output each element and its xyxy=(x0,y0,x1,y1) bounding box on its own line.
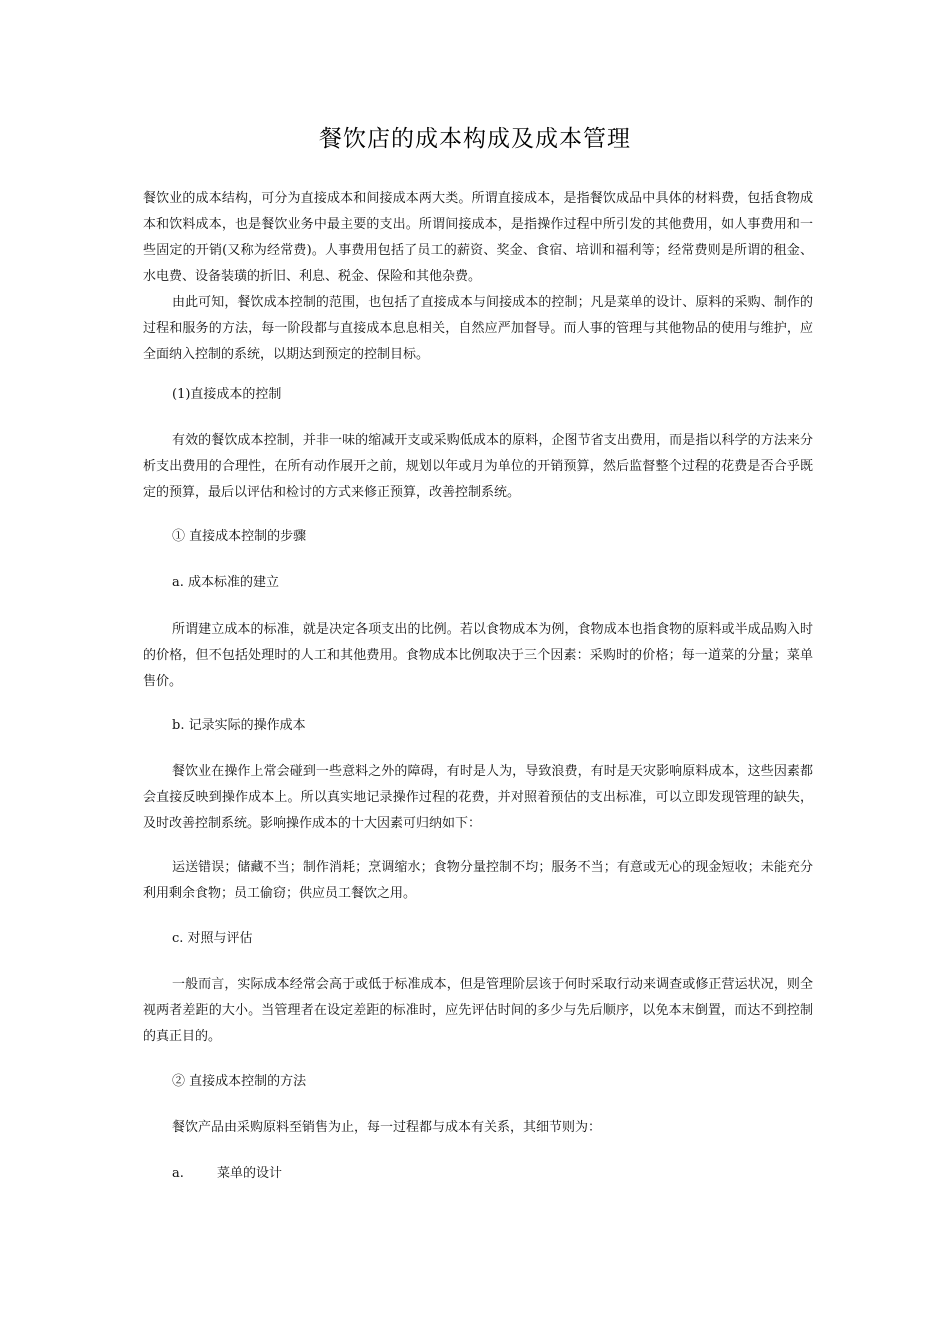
paragraph-record-cost: 餐饮业在操作上常会碰到一些意料之外的障碍，有时是人为，导致浪费，有时是天灾影响原料成本，这些因素都会直接反映到操作成本上。所以真实地记录操作过程的花费，并对照着预估的支出标准，可以立即发现管理的缺失，及时改善控制系统。影响操作成本的十大因素可归纳如下： xyxy=(143,764,813,831)
heading-compare-evaluate: c. 对照与评估 xyxy=(172,931,253,946)
paragraph-control-methods: 餐饮产品由采购原料至销售为止，每一过程都与成本有关系，其细节则为： xyxy=(172,1120,602,1135)
heading-menu-design: a. 菜单的设计 xyxy=(172,1166,282,1181)
intro-section xyxy=(143,186,813,368)
intro-paragraph-1: 餐饮业的成本结构，可分为直接成本和间接成本两大类。所谓直接成本，是指餐饮成品中具体的材料费，包括食物成本和饮料成本，也是餐饮业务中最主要的支出。所谓间接成本，是指操作过程中所引发的其他费用，如人事费用和一些固定的开销(又称为经常费)。人事费用包括了员工的薪资、奖金、食宿、培训和福利等；经常费则是所谓的租金、水电费、设备装璜的折旧、利息、税金、保险和其他杂费。 xyxy=(143,191,813,284)
heading-cost-standard: a. 成本标准的建立 xyxy=(172,575,280,590)
paragraph-effective-control: 有效的餐饮成本控制，并非一味的缩减开支或采购低成本的原料，企图节省支出费用，而是指以科学的方法来分析支出费用的合理性，在所有动作展开之前，规划以年或月为单位的开销预算，然后监督整个过程的花费是否合乎既定的预算，最后以评估和检讨的方式来修正预算，改善控制系统。 xyxy=(143,433,813,500)
heading-record-cost: b. 记录实际的操作成本 xyxy=(172,718,306,733)
paragraph-cost-factors: 运送错误；储藏不当；制作消耗；烹调缩水；食物分量控制不均；服务不当；有意或无心的现金短收；未能充分利用剩余食物；员工偷窃；供应员工餐饮之用。 xyxy=(143,860,813,901)
heading-control-steps: ① 直接成本控制的步骤 xyxy=(172,529,307,544)
paragraph-compare-evaluate: 一般而言，实际成本经常会高于或低于标准成本，但是管理阶层该于何时采取行动来调查或修正营运状况，则全视两者差距的大小。当管理者在设定差距的标准时，应先评估时间的多少与先后顺序，以免本末倒置，而达不到控制的真正目的。 xyxy=(143,977,813,1044)
paragraph-cost-standard: 所谓建立成本的标准，就是决定各项支出的比例。若以食物成本为例，食物成本也指食物的原料或半成品购入时的价格，但不包括处理时的人工和其他费用。食物成本比例取决于三个因素：采购时的价格；每一道菜的分量；菜单售价。 xyxy=(143,622,813,689)
intro-paragraph-2: 由此可知，餐饮成本控制的范围，也包括了直接成本与间接成本的控制；凡是菜单的设计、原料的采购、制作的过程和服务的方法，每一阶段都与直接成本息息相关，自然应严加督导。而人事的管理与其他物品的使用与维护，应全面纳入控制的系统，以期达到预定的控制目标。 xyxy=(143,295,813,362)
document-title: 餐饮店的成本构成及成本管理 xyxy=(319,126,631,152)
heading-control-methods: ② 直接成本控制的方法 xyxy=(172,1074,307,1089)
heading-direct-cost-control: (1)直接成本的控制 xyxy=(172,387,282,402)
